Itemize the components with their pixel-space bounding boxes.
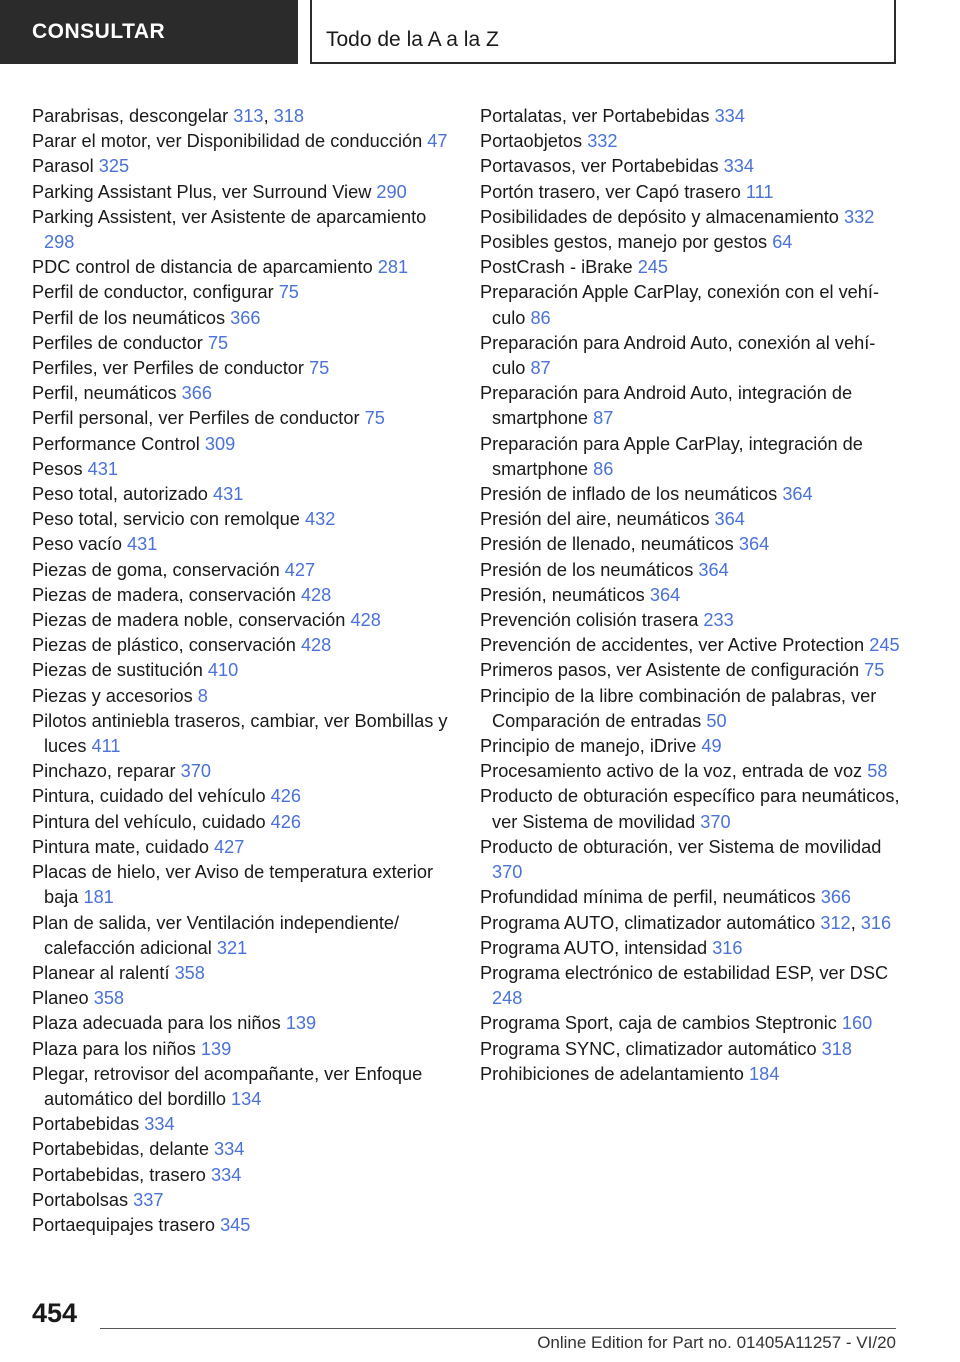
page-reference-link[interactable]: 321 xyxy=(216,937,248,958)
index-term: PDC control de distancia de aparcamiento xyxy=(32,257,373,278)
index-term: Producto de obturación, ver Sistema de movilidad xyxy=(480,836,882,857)
index-entry: Parabrisas, descongelar 313, 318 xyxy=(32,106,305,126)
page-reference-link[interactable]: 432 xyxy=(304,509,336,530)
index-entry xyxy=(32,406,452,431)
index-entry xyxy=(32,860,452,910)
index-entry xyxy=(32,608,452,633)
index-term: Prevención colisión trasera xyxy=(480,610,699,631)
index-term: Prevención de accidentes, ver Active Protection xyxy=(480,635,865,656)
page-reference-link[interactable]: 431 xyxy=(213,484,244,505)
page-reference-link[interactable]: 426 xyxy=(270,811,301,832)
index-term: Piezas de goma, conservación xyxy=(32,559,280,580)
index-column-right xyxy=(480,104,900,1087)
index-term: Preparación para Apple CarPlay, integración de smartphone xyxy=(480,433,863,479)
index-term: Preparación para Android Auto, integración de smartphone xyxy=(480,383,853,429)
index-term: Peso total, autorizado xyxy=(32,484,208,505)
page-reference-link[interactable]: 309 xyxy=(204,433,236,454)
index-entry xyxy=(32,583,452,608)
index-entry xyxy=(480,205,900,230)
index-entry xyxy=(32,1137,452,1162)
index-term: Portabolsas xyxy=(32,1189,129,1210)
index-term: Planear al ralentí xyxy=(32,962,170,983)
index-term: Placas de hielo, ver Aviso de temperatura exterior baja xyxy=(32,862,434,908)
index-entry xyxy=(480,280,900,330)
index-entry xyxy=(480,608,900,633)
index-entry xyxy=(32,331,452,356)
index-entry xyxy=(32,280,452,305)
page-reference-link[interactable]: 334 xyxy=(144,1114,175,1135)
index-term: Principio de la libre combinación de palabras, ver Comparación de entradas xyxy=(480,685,877,731)
index-entry: Programa AUTO, climatizador automático 312, 316 xyxy=(480,912,892,933)
index-entry xyxy=(480,381,900,431)
index-term: Peso total, servicio con remolque xyxy=(32,509,300,530)
index-entry xyxy=(480,180,900,205)
index-term: Portavasos, ver Portabebidas xyxy=(480,156,719,177)
index-entry xyxy=(480,835,900,885)
index-term: Programa SYNC, climatizador automático xyxy=(480,1038,817,1059)
page-reference-link[interactable]: 366 xyxy=(230,307,261,328)
index-entry xyxy=(32,911,452,961)
index-entry xyxy=(32,784,452,809)
page-reference-link[interactable]: 427 xyxy=(284,559,316,580)
index-entry xyxy=(32,532,452,557)
page-reference-link[interactable]: 428 xyxy=(350,610,381,631)
page-reference-link[interactable]: 370 xyxy=(700,811,731,832)
page-reference-link[interactable]: 358 xyxy=(174,962,205,983)
page-reference-link[interactable]: 64 xyxy=(772,232,793,253)
index-term: Pesos xyxy=(32,458,83,479)
page-reference-link[interactable]: 364 xyxy=(714,509,745,530)
index-entry xyxy=(32,658,452,683)
index-term: Parking Assistent, ver Asistente de aparcamiento xyxy=(32,206,427,227)
index-entry xyxy=(32,1037,452,1062)
index-term: Planeo xyxy=(32,988,89,1009)
page-reference-link[interactable]: 345 xyxy=(220,1214,251,1235)
index-entry xyxy=(32,432,452,457)
index-entry xyxy=(32,1062,452,1112)
index-entry xyxy=(32,961,452,986)
page-reference-link[interactable]: 316 xyxy=(712,937,743,958)
page-reference-link[interactable]: 281 xyxy=(377,257,409,278)
index-entry xyxy=(480,1062,900,1087)
page-reference-link[interactable]: 428 xyxy=(300,635,332,656)
page-reference-link[interactable]: 313 xyxy=(233,106,264,126)
index-term: Pinchazo, reparar xyxy=(32,761,176,782)
page-reference-link[interactable]: 366 xyxy=(820,887,852,908)
page-reference-link[interactable]: 248 xyxy=(492,988,523,1009)
index-entry xyxy=(32,558,452,583)
index-entry xyxy=(480,255,900,280)
index-entry xyxy=(480,129,900,154)
page-reference-link[interactable]: 75 xyxy=(278,282,299,303)
page-reference-link[interactable]: 411 xyxy=(91,736,121,757)
index-entry xyxy=(480,331,900,381)
index-term: Presión de los neumáticos xyxy=(480,559,694,580)
index-term: Programa AUTO, intensidad xyxy=(480,937,708,958)
page-reference-link[interactable]: 318 xyxy=(273,106,305,126)
page-reference-link[interactable]: 160 xyxy=(841,1013,873,1034)
index-term: PostCrash - iBrake xyxy=(480,257,633,278)
index-entry xyxy=(480,658,900,683)
index-term: Pintura del vehículo, cuidado xyxy=(32,811,266,832)
index-term: Parking Assistant Plus, ver Surround View xyxy=(32,181,372,202)
index-term: Portabebidas, trasero xyxy=(32,1164,206,1185)
index-term: Perfil de los neumáticos xyxy=(32,307,226,328)
index-term: Piezas de plástico, conservación xyxy=(32,635,296,656)
index-entry xyxy=(480,784,900,834)
index-term: Portón trasero, ver Capó trasero xyxy=(480,181,741,202)
page-reference-link[interactable]: 87 xyxy=(593,408,614,429)
index-entry xyxy=(32,205,452,255)
page-reference-link[interactable]: 50 xyxy=(706,710,727,731)
index-entry xyxy=(32,457,452,482)
page-reference-link[interactable]: 325 xyxy=(98,156,130,177)
index-entry xyxy=(480,532,900,557)
index-term: Plan de salida, ver Ventilación independiente/ calefacción adicional xyxy=(32,912,400,958)
index-entry xyxy=(32,482,452,507)
section-tab-label: CONSULTAR xyxy=(32,20,166,43)
index-term: Portaobjetos xyxy=(480,131,583,152)
index-entry xyxy=(32,381,452,406)
index-entry xyxy=(32,835,452,860)
page-reference-link[interactable]: 426 xyxy=(270,786,301,807)
page-reference-link[interactable]: 427 xyxy=(214,836,245,857)
index-column-left xyxy=(32,104,452,1238)
section-tab[interactable] xyxy=(0,0,298,64)
index-term: Perfil, neumáticos xyxy=(32,383,177,404)
index-entry xyxy=(480,583,900,608)
index-term: Prohibiciones de adelantamiento xyxy=(480,1063,744,1084)
page-reference-link[interactable]: 75 xyxy=(864,660,885,681)
page-reference-link[interactable]: 364 xyxy=(738,534,770,555)
page-reference-link[interactable]: 370 xyxy=(492,862,523,883)
page-reference-link[interactable]: 75 xyxy=(364,408,385,429)
page-reference-link[interactable]: 370 xyxy=(180,761,211,782)
index-term: Procesamiento activo de la voz, entrada de voz xyxy=(480,761,863,782)
page-reference-link[interactable]: 233 xyxy=(703,610,734,631)
index-entry xyxy=(32,810,452,835)
index-term: Perfiles de conductor xyxy=(32,332,203,353)
index-entry xyxy=(480,633,900,658)
index-term: Plegar, retrovisor del acompañante, ver Enfoque automático del bordillo xyxy=(32,1063,423,1109)
index-term: Preparación Apple CarPlay, conexión con el vehículo xyxy=(480,282,880,328)
index-entry xyxy=(32,180,452,205)
index-entry xyxy=(480,1037,900,1062)
page-reference-link[interactable]: 318 xyxy=(821,1038,853,1059)
index-entry xyxy=(480,230,900,255)
index-entry xyxy=(32,1213,452,1238)
index-term: Peso vacío xyxy=(32,534,122,555)
index-term: Perfil de conductor, configurar xyxy=(32,282,274,303)
index-term: Posibilidades de depósito y almacenamiento xyxy=(480,206,839,227)
index-entry xyxy=(32,633,452,658)
index-entry xyxy=(480,432,900,482)
index-entry xyxy=(480,734,900,759)
index-entry xyxy=(480,936,900,961)
index-term: Plaza para los niños xyxy=(32,1038,196,1059)
page-reference-link[interactable]: 410 xyxy=(207,660,239,681)
index-term: Portalatas, ver Portabebidas xyxy=(480,106,710,126)
page-reference-link[interactable]: 184 xyxy=(748,1063,780,1084)
index-term: Producto de obturación específico para neumáticos, ver Sistema de movilidad xyxy=(480,786,900,832)
index-term: Profundidad mínima de perfil, neumáticos xyxy=(480,887,816,908)
page-reference-link[interactable]: 332 xyxy=(843,206,875,227)
index-entry xyxy=(32,1188,452,1213)
index-entry xyxy=(480,104,900,129)
page-reference-link[interactable]: 75 xyxy=(309,358,330,379)
index-term: Programa Sport, caja de cambios Steptronic xyxy=(480,1013,837,1034)
index-term: Performance Control xyxy=(32,433,200,454)
index-term: Pilotos antiniebla traseros, cambiar, ver Bombillas y luces xyxy=(32,710,448,757)
index-term: Presión de inflado de los neumáticos xyxy=(480,484,778,505)
index-entry xyxy=(480,961,900,1011)
page-reference-link[interactable]: 75 xyxy=(207,332,229,353)
index-term: Plaza adecuada para los niños xyxy=(32,1013,281,1034)
index-entry xyxy=(480,507,900,532)
page-number: 454 xyxy=(32,1298,78,1328)
page-reference-link[interactable]: 8 xyxy=(197,685,208,706)
footer-divider xyxy=(100,1328,896,1329)
page-reference-link[interactable]: 139 xyxy=(200,1038,232,1059)
index-entry xyxy=(32,986,452,1011)
page-reference-link[interactable]: 334 xyxy=(210,1164,242,1185)
index-term: Portabebidas xyxy=(32,1114,140,1135)
index-term: Presión, neumáticos xyxy=(480,584,645,605)
index-term: Portabebidas, delante xyxy=(32,1139,209,1160)
page-reference-link[interactable]: 334 xyxy=(714,106,745,126)
page-reference-link[interactable]: 111 xyxy=(745,181,774,202)
index-entry xyxy=(32,507,452,532)
page-reference-link[interactable]: 58 xyxy=(867,761,888,782)
footer-edition-text: Online Edition for Part no. 01405A11257 - VI/20 xyxy=(537,1333,896,1352)
index-term: Parabrisas, descongelar xyxy=(32,106,229,126)
index-entry xyxy=(32,306,452,331)
index-term: Pintura, cuidado del vehículo xyxy=(32,786,266,807)
page-reference-link[interactable]: 290 xyxy=(376,181,407,202)
index-entry xyxy=(32,154,452,179)
page-reference-link[interactable]: 366 xyxy=(181,383,212,404)
page-reference-link[interactable]: 316 xyxy=(860,912,892,933)
page-reference-link[interactable]: 134 xyxy=(231,1088,262,1109)
page-reference-link[interactable]: 47 xyxy=(427,131,448,152)
index-entry xyxy=(32,1112,452,1137)
index-entry xyxy=(480,154,900,179)
page-reference-link[interactable]: 358 xyxy=(93,988,125,1009)
index-term: Programa AUTO, climatizador automático xyxy=(480,912,816,933)
index-term: Programa electrónico de estabilidad ESP, ver DSC xyxy=(480,962,889,983)
index-entry xyxy=(480,885,900,910)
page-reference-link[interactable]: 298 xyxy=(44,232,75,253)
index-entry xyxy=(480,558,900,583)
page-reference-link[interactable]: 245 xyxy=(637,257,669,278)
index-entry xyxy=(480,1011,900,1036)
page-reference-link[interactable]: 428 xyxy=(300,584,332,605)
index-entry xyxy=(480,759,900,784)
index-term: Piezas de sustitución xyxy=(32,660,203,681)
index-entry xyxy=(32,1163,452,1188)
page-reference-link[interactable]: 364 xyxy=(782,484,813,505)
page-reference-link[interactable]: 431 xyxy=(87,458,118,479)
page-reference-link[interactable]: 181 xyxy=(83,887,114,908)
page-reference-link[interactable]: 337 xyxy=(133,1189,164,1210)
index-entry xyxy=(32,709,452,759)
index-term: Preparación para Android Auto, conexión al vehículo xyxy=(480,332,876,379)
chapter-tab[interactable] xyxy=(310,0,896,64)
page-reference-link[interactable]: 139 xyxy=(285,1013,317,1034)
index-entry xyxy=(32,1011,452,1036)
index-entry xyxy=(32,684,452,709)
index-term: Presión del aire, neumáticos xyxy=(480,509,710,530)
index-term: Piezas de madera noble, conservación xyxy=(32,610,346,631)
index-term: Presión de llenado, neumáticos xyxy=(480,534,734,555)
index-term: Parar el motor, ver Disponibilidad de conducción xyxy=(32,131,423,152)
page-reference-link[interactable]: 245 xyxy=(869,635,900,656)
page-reference-link[interactable]: 364 xyxy=(649,584,681,605)
index-term: Perfil personal, ver Perfiles de conductor xyxy=(32,408,360,429)
page-reference-link[interactable]: 312 xyxy=(820,912,851,933)
page-reference-link[interactable]: 364 xyxy=(698,559,729,580)
index-entry xyxy=(480,684,900,734)
index-term: Perfiles, ver Perfiles de conductor xyxy=(32,358,304,379)
page-reference-link[interactable]: 334 xyxy=(723,156,755,177)
index-term: Piezas y accesorios xyxy=(32,685,193,706)
index-term: Posibles gestos, manejo por gestos xyxy=(480,232,768,253)
page-reference-link[interactable]: 86 xyxy=(593,458,614,479)
page-reference-link[interactable]: 49 xyxy=(701,736,722,757)
page-reference-link[interactable]: 334 xyxy=(214,1139,245,1160)
page-reference-link[interactable]: 87 xyxy=(530,358,551,379)
index-entry xyxy=(32,129,452,154)
index-term: Parasol xyxy=(32,156,94,177)
chapter-tab-label: Todo de la A a la Z xyxy=(326,28,499,51)
index-entry xyxy=(32,255,452,280)
index-entry xyxy=(480,482,900,507)
index-term: Portaequipajes trasero xyxy=(32,1214,215,1235)
index-term: Piezas de madera, conservación xyxy=(32,584,296,605)
index-term: Primeros pasos, ver Asistente de configuración xyxy=(480,660,860,681)
index-entry xyxy=(32,759,452,784)
page-reference-link[interactable]: 332 xyxy=(587,131,618,152)
index-term: Pintura mate, cuidado xyxy=(32,836,209,857)
index-term: Principio de manejo, iDrive xyxy=(480,736,697,757)
page-reference-link[interactable]: 431 xyxy=(127,534,158,555)
index-entry xyxy=(32,356,452,381)
page-reference-link[interactable]: 86 xyxy=(530,307,551,328)
